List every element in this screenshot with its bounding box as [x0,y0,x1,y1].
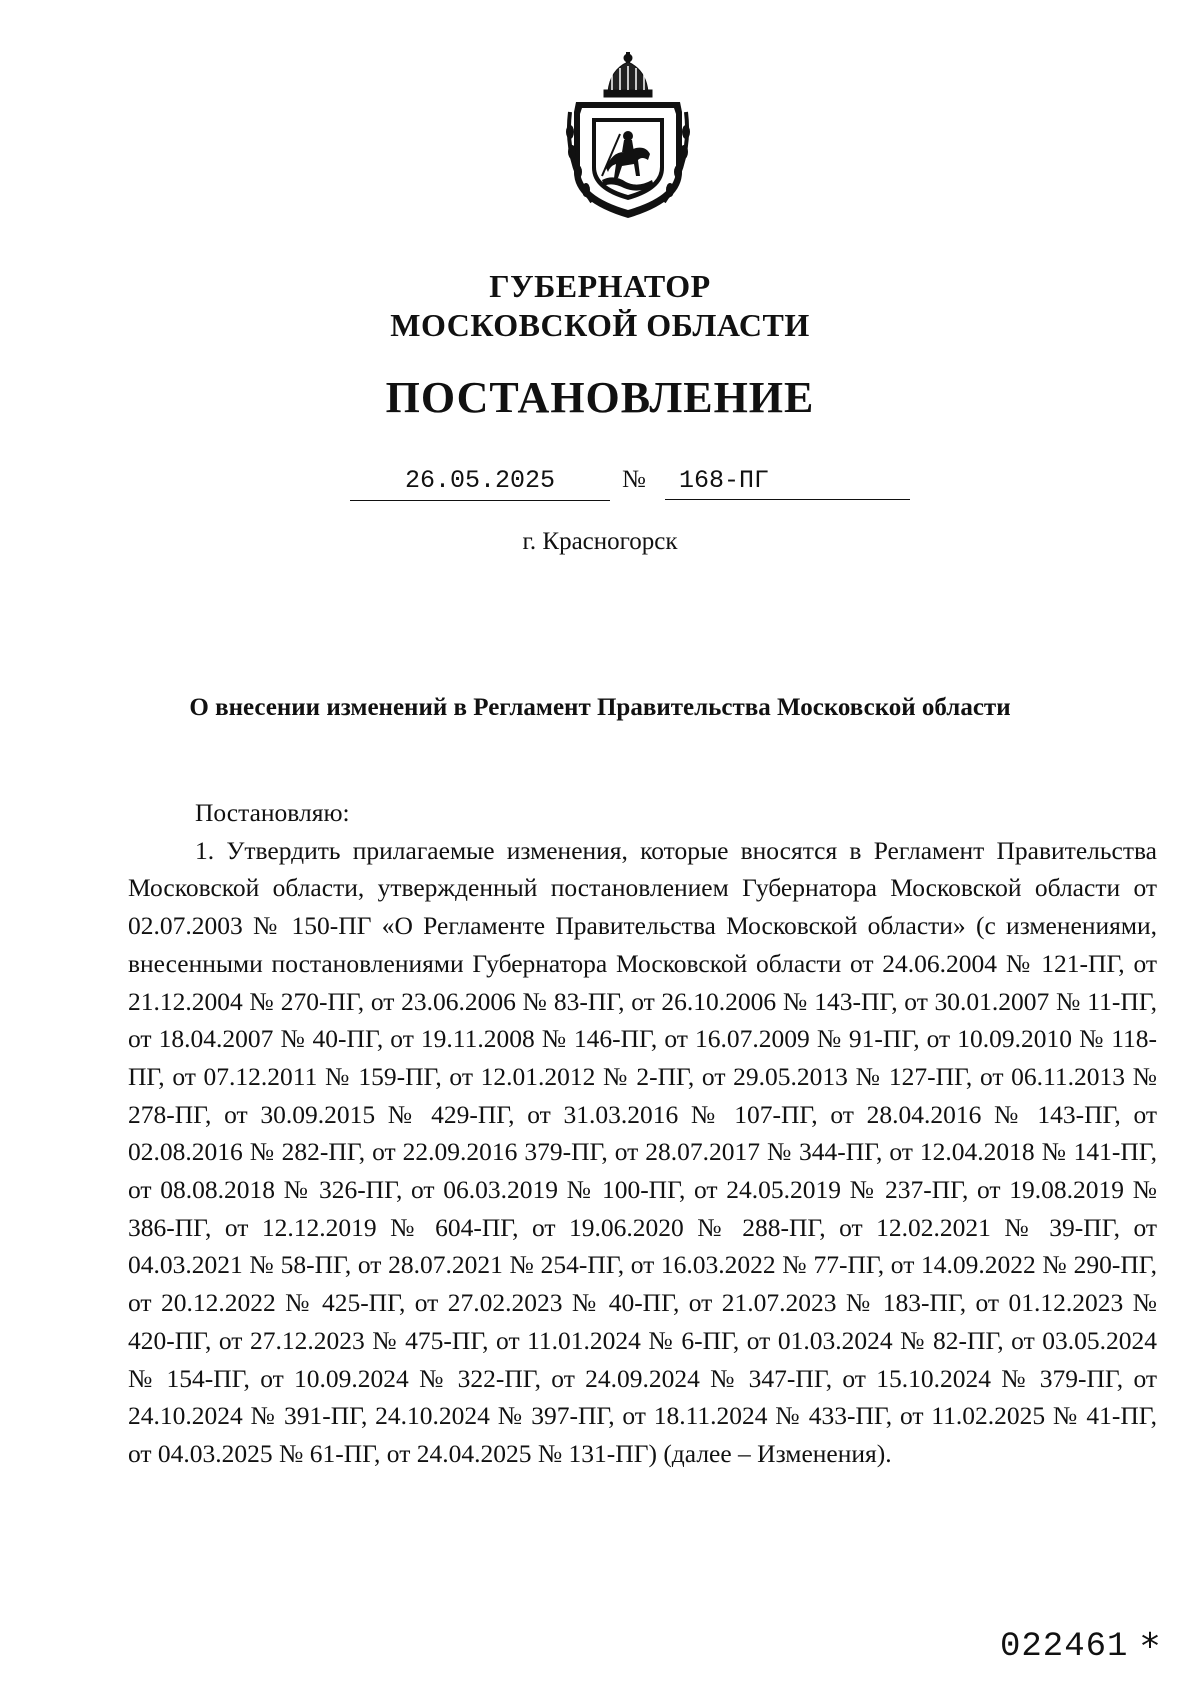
number-sign: № [622,466,646,493]
document-type-heading: ПОСТАНОВЛЕНИЕ [385,373,815,422]
document-body [128,794,1157,1473]
date-number-row [350,466,910,506]
footer-mark: * [1141,1626,1159,1667]
body-paragraph-1: 1. Утвердить прилагаемые изменения, которые вносятся в Регламент Правительства Московской области, утвержденный постановлением Губернатора Московской области от 02.07.2003 № 150-ПГ «О Регламенте Правительства Московской области» (с изменениями, внесенными постановлениями Губернатора Московской области от 24.06.2004 № 121-ПГ, от 21.12.2004 № 270-ПГ, от 23.06.2006 № 83-ПГ, от 26.10.2006 № 143-ПГ, от 30.01.2007 № 11-ПГ, от 18.04.2007 № 40-ПГ, от 19.11.2008 № 146-ПГ, от 16.07.2009 № 91-ПГ, от 10.09.2010 № 118-ПГ, от 07.12.2011 № 159-ПГ, от 12.01.2012 № 2-ПГ, от 29.05.2013 № 127-ПГ, от 06.11.2013 № 278-ПГ, от 30.09.2015 № 429-ПГ, от 31.03.2016 № 107-ПГ, от 28.04.2016 № 143-ПГ, от 02.08.2016 № 282-ПГ, от 22.09.2016 379-ПГ, от 28.07.2017 № 344-ПГ, от 12.04.2018 № 141-ПГ, от 08.08.2018 № 326-ПГ, от 06.03.2019 № 100-ПГ, от 24.05.2019 № 237-ПГ, от 19.08.2019 № 386-ПГ, от 12.12.2019 № 604-ПГ, от 19.06.2020 № 288-ПГ, от 12.02.2021 № 39-ПГ, от 04.03.2021 № 58-ПГ, от 28.07.2021 № 254-ПГ, от 16.03.2022 № 77-ПГ, от 14.09.2022 № 290-ПГ, от 20.12.2022 № 425-ПГ, от 27.02.2023 № 40-ПГ, от 21.07.2023 № 183-ПГ, от 01.12.2023 № 420-ПГ, от 27.12.2023 № 475-ПГ, от 11.01.2024 № 6-ПГ, от 01.03.2024 № 82-ПГ, от 03.05.2024 № 154-ПГ, от 10.09.2024 № 322-ПГ, от 24.09.2024 № 347-ПГ, от 15.10.2024 № 379-ПГ, от 24.10.2024 № 391-ПГ, 24.10.2024 № 397-ПГ, от 18.11.2024 № 433-ПГ, от 11.02.2025 № 41-ПГ, от 04.03.2025 № 61-ПГ, от 24.04.2025 № 131-ПГ) (далее – Изменения). [128,835,1157,1468]
coat-of-arms-icon [562,52,694,222]
document-subject: О внесении изменений в Регламент Правительства Московской области [189,694,1011,721]
document-number: 168-ПГ [665,466,910,500]
issuer-title-line1: ГУБЕРНАТОР [489,268,711,304]
registration-number: 022461 [1000,1628,1129,1666]
body-intro: Постановляю: [195,798,350,827]
document-city: г. Красногорск [522,528,678,555]
document-date: 26.05.2025 [350,466,610,501]
issuer-title-line2: МОСКОВСКОЙ ОБЛАСТИ [390,307,810,343]
